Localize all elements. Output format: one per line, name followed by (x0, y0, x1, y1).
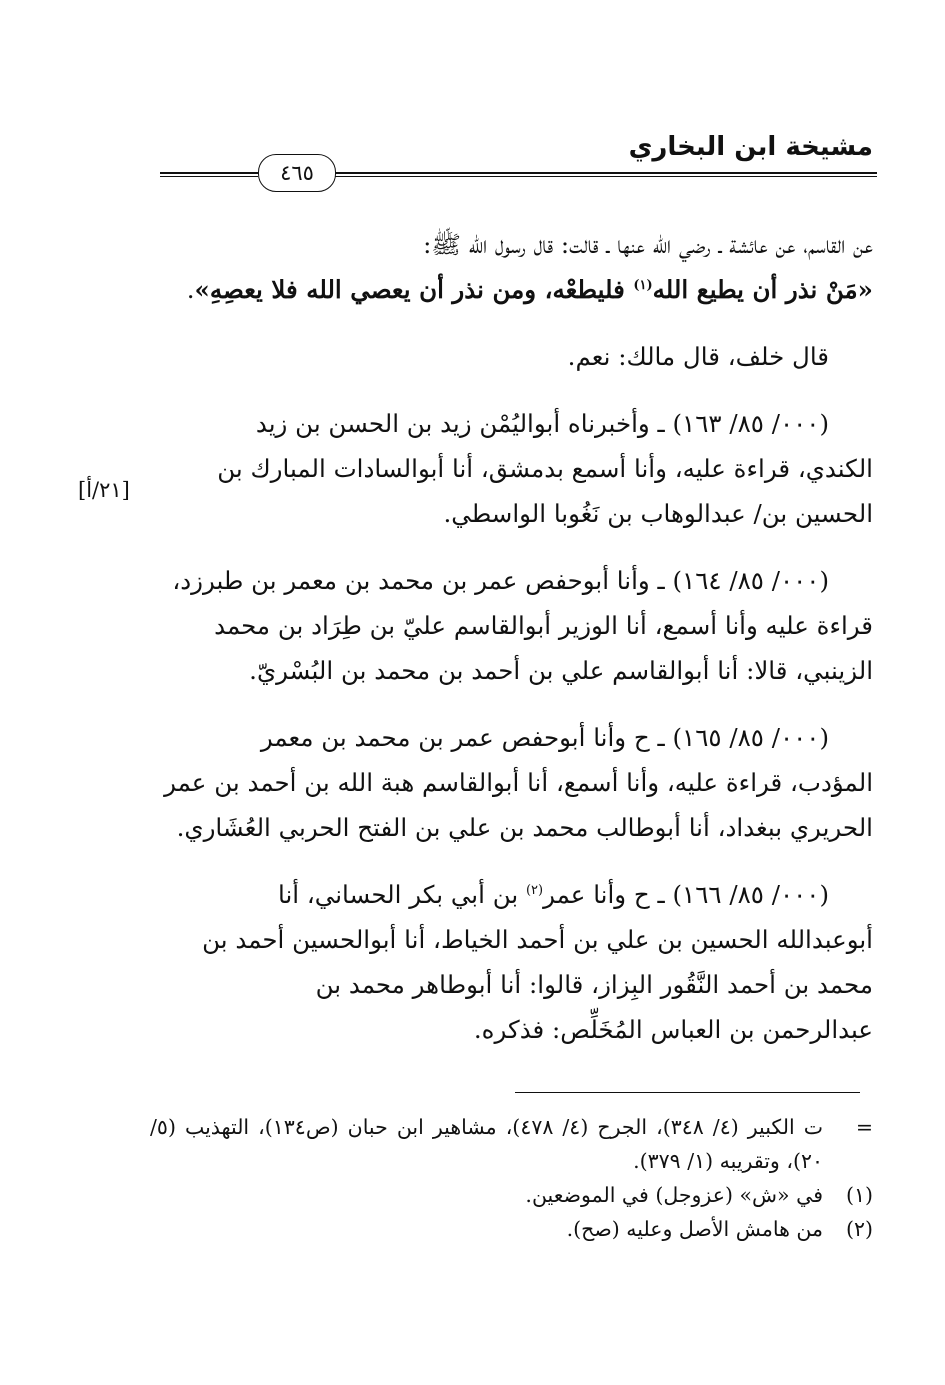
paragraph-1: عن القاسم، عن عائشة ـ رضي الله عنها ـ قالت: قال رسول الله ﷺ: «مَنْ نذر أن يطيع الله$^{(١)}$ فليطعْه، ومن نذر أن يعصي الله فلا يعصِهِ». (186, 230, 873, 304)
footnote-1: (١) في «ش» (عزوجل) في الموضعين. (525, 1183, 873, 1207)
footnotes (150, 1110, 873, 1246)
running-title: مشيخة ابن البخاري (628, 132, 873, 162)
paragraph-3: (٠٠٠/ ٨٥/ ١٦٣) ـ وأخبرناه أبواليُمْن زيد بن الحسن بن زيد الكندي، قراءة عليه، وأنا أسمع بدمشق، أنا أبوالسادات المبارك بن الحسين بن/ عبدالوهاب بن نَغُوبا الواسطي. (217, 409, 873, 528)
header-rule-left (160, 172, 258, 177)
manuscript-folio-note: [٢١/أ] (78, 478, 130, 502)
footnote-separator (515, 1092, 860, 1093)
main-text (150, 222, 873, 1052)
paragraph-5: (٠٠٠/ ٨٥/ ١٦٥) ـ ح وأنا أبوحفص عمر بن محمد بن معمر المؤدب، قراءة عليه، وأنا أسمع، أنا أبوالقاسم هبة الله بن أحمد بن عمر الحريري ببغداد، أنا أبوطالب محمد بن علي بن الفتح الحربي العُشَاري. (164, 723, 873, 842)
paragraph-6: (٠٠٠/ ٨٥/ ١٦٦) ـ ح وأنا عمر$^{(٢)}$ بن أبي بكر الحساني، أنا أبوعبدالله الحسين بن علي بن أحمد الخياط، أنا أبوالحسين أحمد بن محمد بن أحمد النَّقُور البِزاز، قالوا: أنا أبوطاهر محمد بن عبدالرحمن بن العباس المُخَلِّص: فذكره. (202, 880, 873, 1044)
paragraph-2: قال خلف، قال مالك: نعم. (567, 342, 829, 371)
footnote-2: (٢) من هامش الأصل وعليه (صح). (566, 1217, 873, 1241)
footnote-ref-1: (١) (633, 277, 653, 293)
footnote-continuation: = ت الكبير (٤/ ٣٤٨)، الجرح (٤/ ٤٧٨)، مشاهير ابن حبان (ص١٣٤)، التهذيب (٥/ ٢٠)، وتقريبه (١/ ٣٧٩). (150, 1115, 873, 1173)
header-rule-right (332, 172, 877, 177)
paragraph-4: (٠٠٠/ ٨٥/ ١٦٤) ـ وأنا أبوحفص عمر بن محمد بن معمر بن طبرزد، قراءة عليه وأنا أسمع، أنا الوزير أبوالقاسم عليّ بن طِرَاد بن محمد الزينبي، قالا: أنا أبوالقاسم علي بن أحمد بن محمد بن البُسْريّ. (172, 566, 873, 685)
page-number: ٤٦٥ (258, 154, 336, 192)
hadith-quote: «مَنْ نذر أن يطيع الله$^{(١)}$ فليطعْه، ومن نذر أن يعصي الله فلا يعصِهِ» (194, 275, 873, 304)
footnote-ref-2: (٢) (525, 882, 544, 898)
